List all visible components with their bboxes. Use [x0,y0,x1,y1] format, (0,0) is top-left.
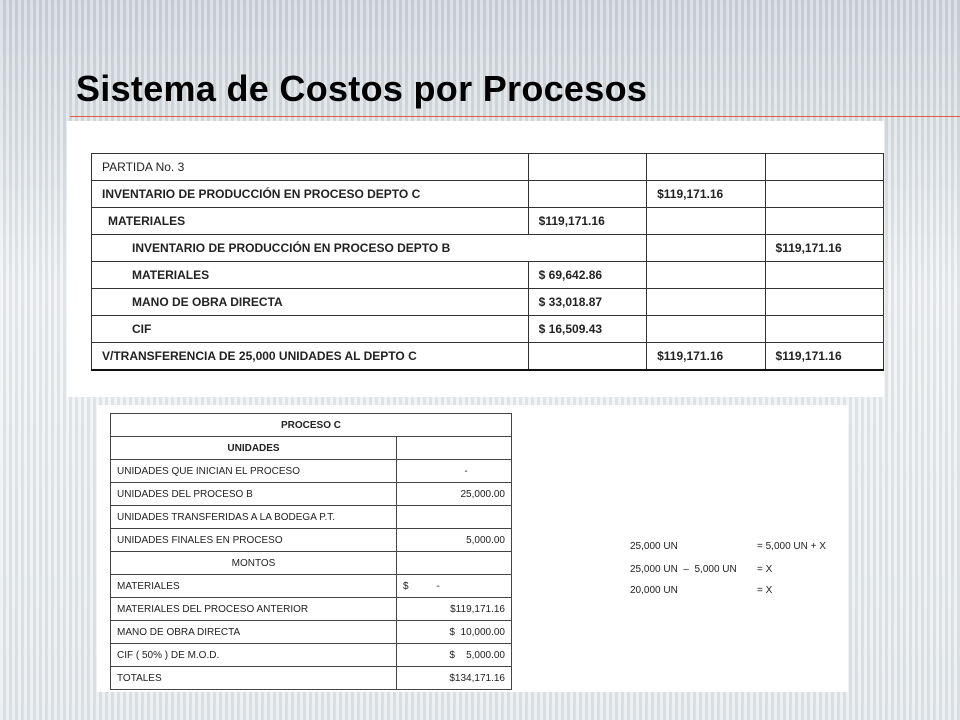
partida-cell: MATERIALES [92,208,529,235]
proceso-value: $ - [397,575,512,598]
partida-cell [647,289,765,316]
partida-cell [528,154,646,181]
partida-cell [765,154,883,181]
partida-cell [765,208,883,235]
montos-header: MONTOS [111,552,397,575]
proceso-label: TOTALES [111,667,397,690]
equation-right: = X [757,564,773,575]
partida-cell [528,181,646,208]
proceso-label: UNIDADES DEL PROCESO B [111,483,397,506]
partida-cell: MANO DE OBRA DIRECTA [92,289,529,316]
partida-cell: INVENTARIO DE PRODUCCIÓN EN PROCESO DEPTO C [92,181,529,208]
table-row [111,483,512,506]
proceso-cell [397,437,512,460]
table-row [111,644,512,667]
proceso-value: $ 5,000.00 [397,644,512,667]
slide-title: Sistema de Costos por Procesos [76,68,648,109]
proceso-value: $ 10,000.00 [397,621,512,644]
partida-cell [528,343,646,371]
proceso-label: MANO DE OBRA DIRECTA [111,621,397,644]
proceso-value: 5,000.00 [397,529,512,552]
proceso-label: UNIDADES TRANSFERIDAS A LA BODEGA P.T. [111,506,397,529]
table-row [92,343,884,371]
proceso-value: - [397,460,512,483]
proceso-label: CIF ( 50% ) DE M.O.D. [111,644,397,667]
table-row [111,598,512,621]
table-row [111,460,512,483]
partida-cell [647,154,765,181]
proceso-cell [397,552,512,575]
proceso-label: MATERIALES [111,575,397,598]
partida-cell [647,235,765,262]
proceso-value: $134,171.16 [397,667,512,690]
partida-cell: $119,171.16 [765,235,883,262]
partida-cell [765,289,883,316]
table-row [111,414,512,437]
proceso-label: UNIDADES FINALES EN PROCESO [111,529,397,552]
table-row [111,506,512,529]
partida-cell: $119,171.16 [528,208,646,235]
proceso-value: 25,000.00 [397,483,512,506]
partida-cell: $ 69,642.86 [528,262,646,289]
table-row [92,316,884,343]
partida-cell: V/TRANSFERENCIA DE 25,000 UNIDADES AL DEPTO C [92,343,529,371]
proceso-value [397,506,512,529]
equation-right: = 5,000 UN + X [757,541,826,552]
partida-cell: $119,171.16 [647,181,765,208]
partida-cell: PARTIDA No. 3 [92,154,529,181]
partida-cell: $119,171.16 [647,343,765,371]
partida-cell [765,181,883,208]
equation-left: 25,000 UN [630,541,678,552]
partida-cell [765,262,883,289]
proceso-table [110,413,512,690]
equation-right: = X [757,585,773,596]
equation-left: 20,000 UN [630,585,678,596]
partida-table [91,153,884,371]
partida-cell [765,316,883,343]
table-row [111,621,512,644]
table-row [111,437,512,460]
proceso-title: PROCESO C [111,414,512,437]
proceso-value: $119,171.16 [397,598,512,621]
partida-cell: INVENTARIO DE PRODUCCIÓN EN PROCESO DEPTO B [92,235,647,262]
table-row [92,289,884,316]
equation-left: 25,000 UN – 5,000 UN [630,564,737,575]
table-row [92,181,884,208]
unidades-header: UNIDADES [111,437,397,460]
partida-cell: MATERIALES [92,262,529,289]
partida-cell [647,262,765,289]
partida-cell: $ 16,509.43 [528,316,646,343]
partida-cell [647,316,765,343]
partida-cell [647,208,765,235]
table-row [92,208,884,235]
table-row [92,262,884,289]
table-row [111,575,512,598]
title-underline [70,116,960,117]
proceso-label: UNIDADES QUE INICIAN EL PROCESO [111,460,397,483]
partida-image [67,121,884,397]
table-row [111,667,512,690]
table-row [92,154,884,181]
table-row [111,552,512,575]
partida-cell: $119,171.16 [765,343,883,371]
proceso-image [97,405,848,692]
table-row [92,235,884,262]
partida-cell: $ 33,018.87 [528,289,646,316]
partida-cell: CIF [92,316,529,343]
table-row [111,529,512,552]
proceso-label: MATERIALES DEL PROCESO ANTERIOR [111,598,397,621]
